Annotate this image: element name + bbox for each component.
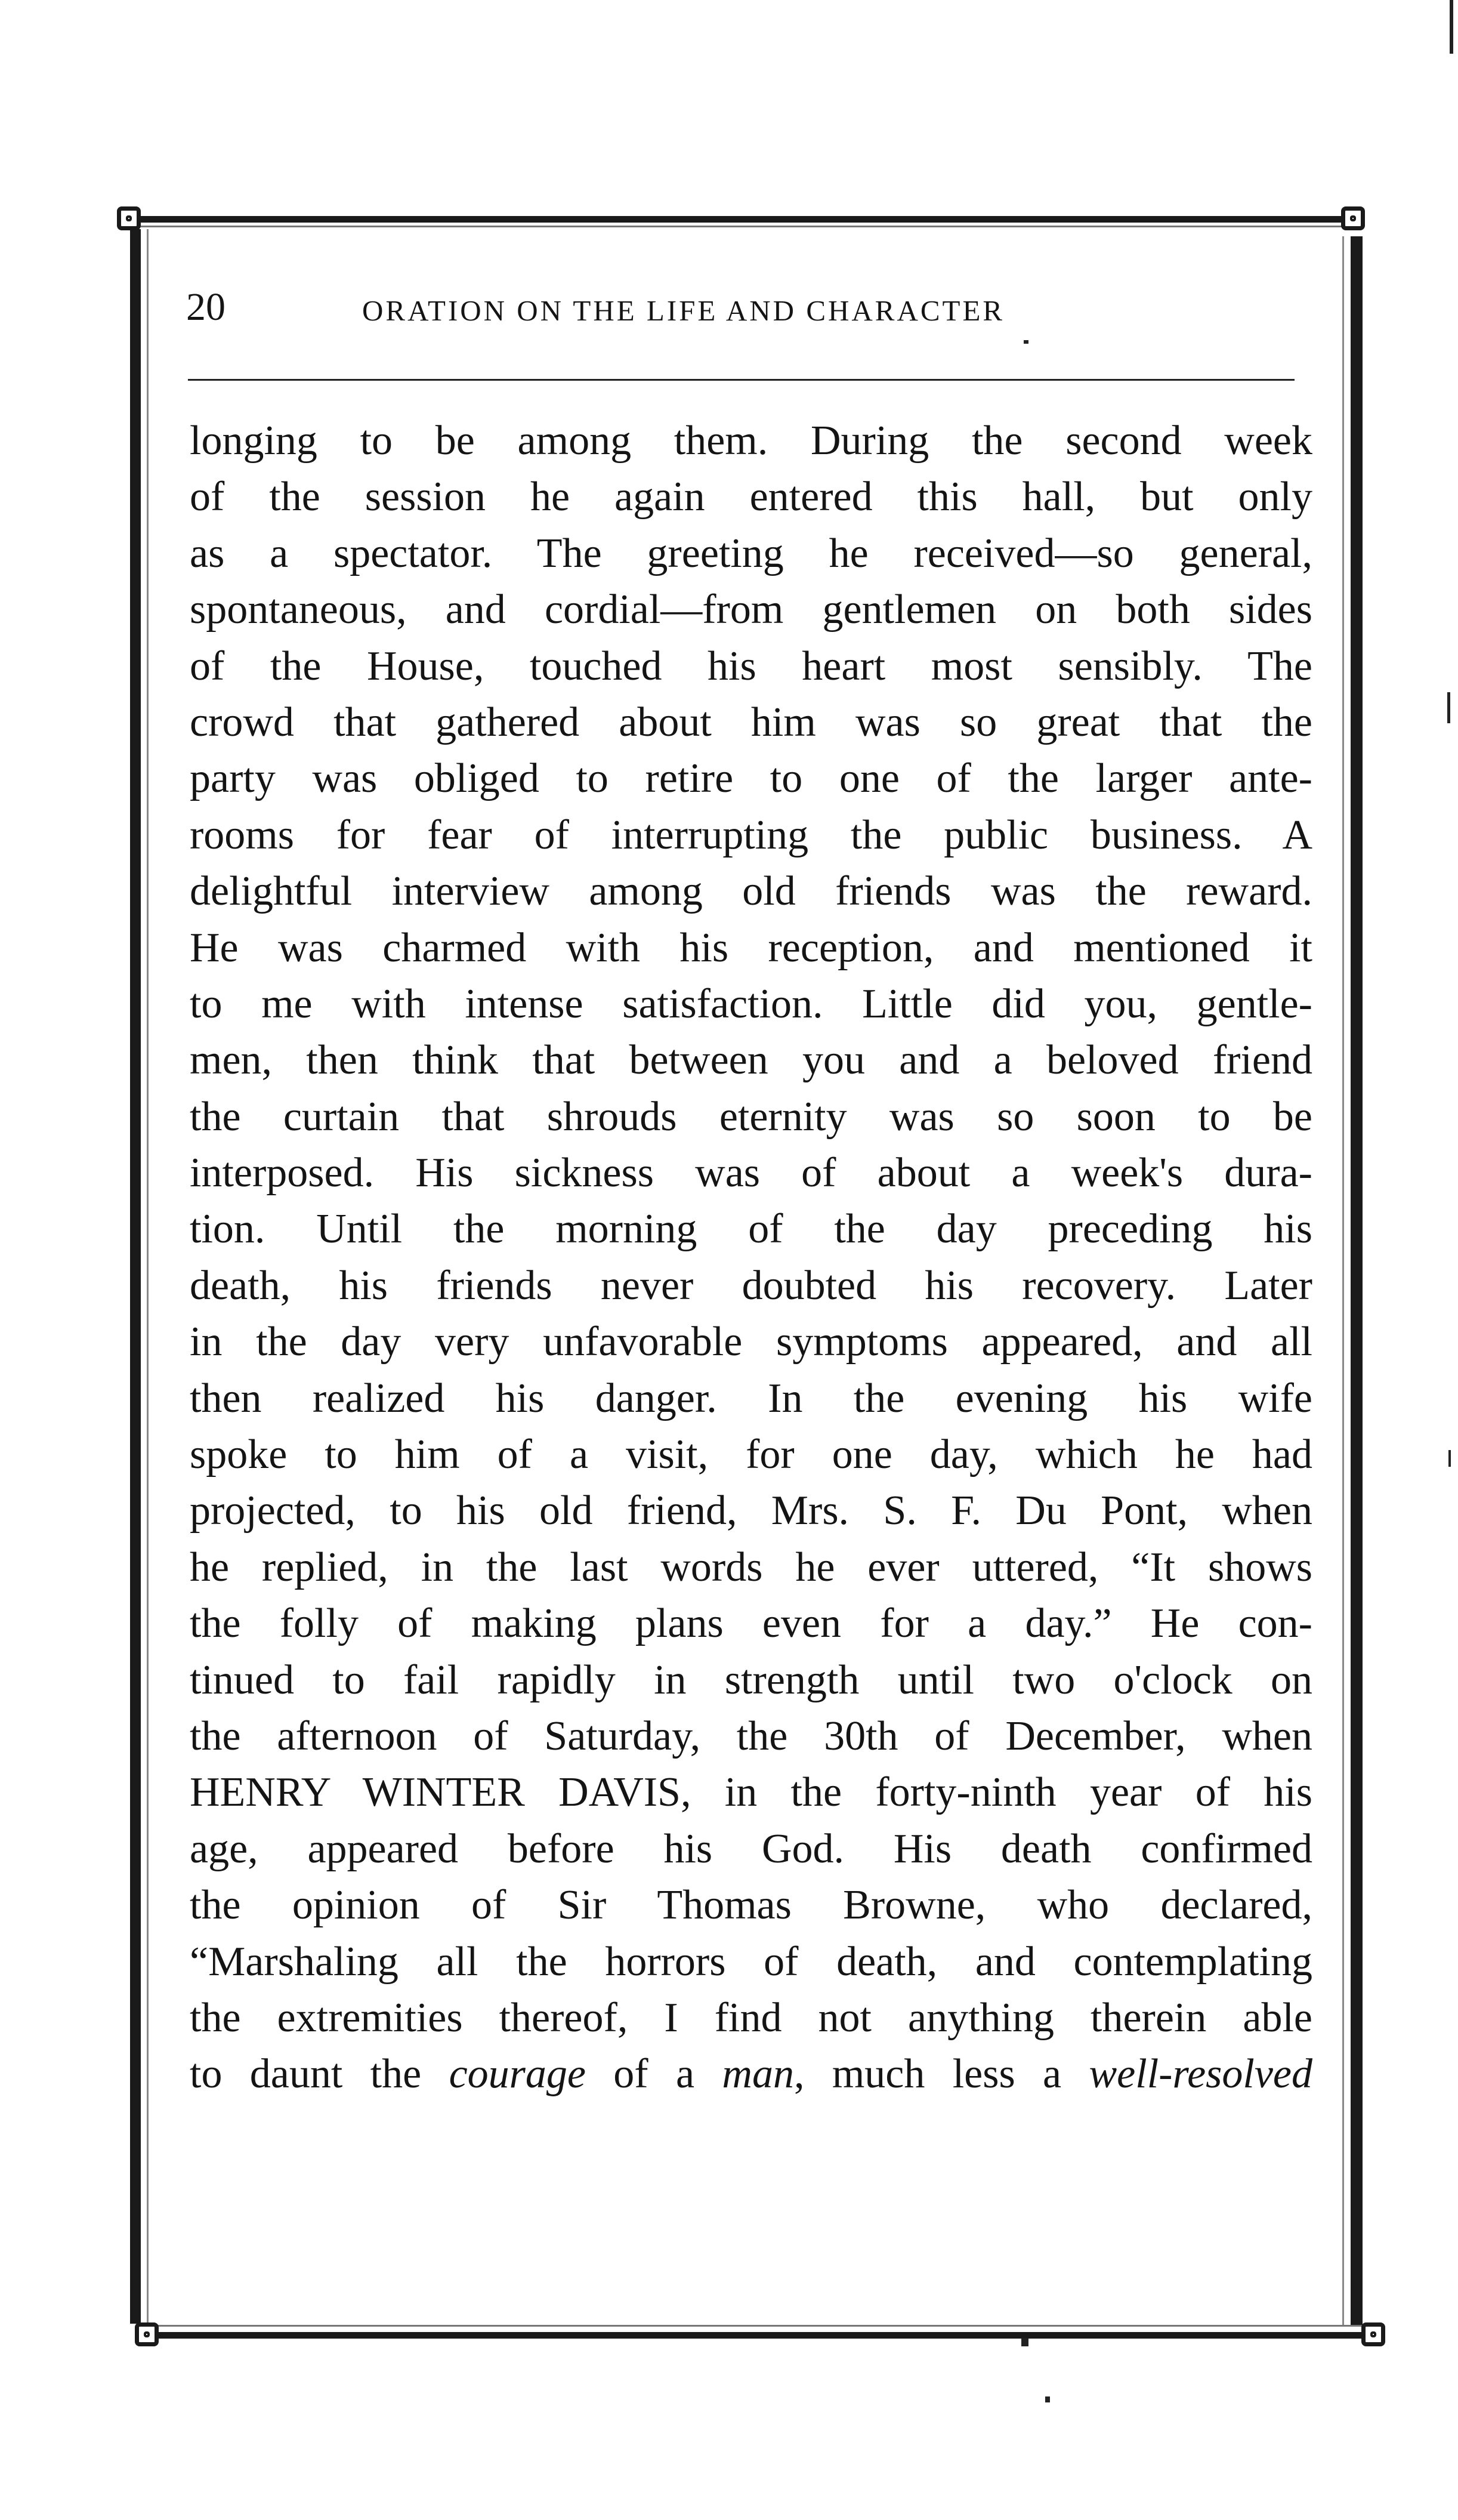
- corner-ornament-top-right: [1341, 206, 1365, 230]
- text-line: longing to be among them. During the second week: [190, 418, 1312, 464]
- text-line: of the session he again entered this hall, but only: [190, 474, 1312, 520]
- text-line: projected, to his old friend, Mrs. S. F. Du Pont, when: [190, 1488, 1312, 1534]
- text-line: interposed. His sickness was of about a week's dura-: [190, 1150, 1312, 1196]
- text-line: the folly of making plans even for a day.” He con-: [190, 1600, 1312, 1647]
- text-line: the curtain that shrouds eternity was so soon to be: [190, 1093, 1312, 1140]
- text-line-final: [190, 2046, 1312, 2102]
- header-rule: [188, 379, 1295, 381]
- text-line: he replied, in the last words he ever uttered, “It shows: [190, 1544, 1312, 1590]
- text-line: tinued to fail rapidly in strength until two o'clock on: [190, 1657, 1312, 1703]
- italic-courage: courage: [449, 2051, 586, 2098]
- italic-well-resolved: well-resolved: [1089, 2051, 1312, 2098]
- border-left-inner: [147, 229, 149, 2324]
- border-bottom: [154, 2332, 1365, 2339]
- text-line: the opinion of Sir Thomas Browne, who declared,: [190, 1882, 1312, 1929]
- border-right: [1351, 236, 1363, 2325]
- text-line: rooms for fear of interrupting the public business. A: [190, 812, 1312, 858]
- scan-mark: [1450, 0, 1453, 54]
- final-line-pre: to daunt the: [190, 2051, 449, 2098]
- text-line: then realized his danger. In the evening his wife: [190, 1375, 1312, 1421]
- text-line: crowd that gathered about him was so great that the: [190, 699, 1312, 745]
- text-line: of the House, touched his heart most sensibly. The: [190, 643, 1312, 689]
- corner-ornament-bottom-left: [135, 2322, 159, 2346]
- text-line: HENRY WINTER DAVIS, in the forty-ninth year of his: [190, 1769, 1312, 1816]
- border-right-inner: [1342, 236, 1344, 2325]
- text-line: in the day very unfavorable symptoms appeared, and all: [190, 1319, 1312, 1365]
- final-line-mid1: of a: [585, 2051, 722, 2098]
- text-line: the extremities thereof, I find not anything therein able: [190, 1994, 1312, 2041]
- border-left: [130, 229, 141, 2324]
- scan-mark: [1021, 2338, 1028, 2346]
- corner-ornament-top-left: [117, 206, 141, 230]
- running-header: [186, 280, 1296, 334]
- scan-mark: [1024, 340, 1028, 344]
- text-line: to me with intense satisfaction. Little did you, gentle-: [190, 980, 1312, 1027]
- text-line: spoke to him of a visit, for one day, which he had: [190, 1432, 1312, 1478]
- corner-ornament-bottom-right: [1361, 2322, 1385, 2346]
- page-number: 20: [186, 285, 226, 329]
- text-line: men, then think that between you and a beloved friend: [190, 1037, 1312, 1084]
- text-line: spontaneous, and cordial—from gentlemen on both sides: [190, 587, 1312, 633]
- text-line: delightful interview among old friends was the reward.: [190, 868, 1312, 915]
- scan-mark: [1448, 1450, 1451, 1467]
- text-line: He was charmed with his reception, and mentioned it: [190, 924, 1312, 971]
- body-text: [190, 413, 1312, 2103]
- border-top-inner: [138, 226, 1343, 227]
- text-line: age, appeared before his God. His death confirmed: [190, 1825, 1312, 1872]
- text-line: “Marshaling all the horrors of death, and contemplating: [190, 1938, 1312, 1985]
- text-line: death, his friends never doubted his recovery. Later: [190, 1262, 1312, 1309]
- text-line: tion. Until the morning of the day preceding his: [190, 1206, 1312, 1253]
- italic-man: man: [722, 2051, 794, 2098]
- text-line: party was obliged to retire to one of the larger ante-: [190, 755, 1312, 802]
- scan-mark: [1447, 692, 1450, 723]
- scan-mark: [1045, 2396, 1050, 2402]
- text-line: the afternoon of Saturday, the 30th of December, when: [190, 1713, 1312, 1759]
- border-bottom-inner: [154, 2325, 1365, 2327]
- final-line-mid2: , much less a: [793, 2051, 1089, 2098]
- text-line: as a spectator. The greeting he received—so general,: [190, 530, 1312, 576]
- border-top: [138, 216, 1343, 223]
- running-title: ORATION ON THE LIFE AND CHARACTER: [362, 294, 1005, 327]
